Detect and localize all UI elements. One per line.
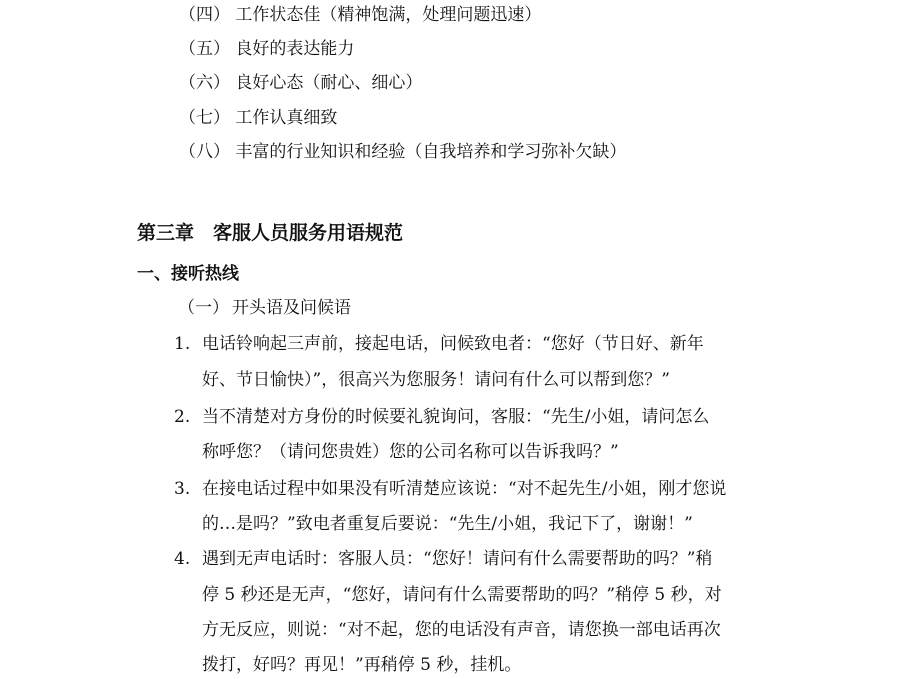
item-number: 2.: [174, 407, 191, 427]
subsection-number: （一）: [178, 298, 229, 318]
item-line: 的…是吗？”致电者重复后要说：“先生/小姐，我记下了，谢谢！”: [202, 514, 693, 534]
item-line: 停 5 秒还是无声，“您好，请问有什么需要帮助的吗？”稍停 5 秒，对: [202, 585, 722, 605]
list-item: （四） 工作状态佳（精神饱满，处理问题迅速）: [179, 5, 542, 25]
list-item: （五） 良好的表达能力: [179, 39, 355, 59]
item-number: 3.: [174, 479, 191, 499]
item-line: 在接电话过程中如果没有听清楚应该说：“对不起先生/小姐，刚才您说: [202, 479, 727, 499]
item-line: 遇到无声电话时：客服人员：“您好！请问有什么需要帮助的吗？”稍: [202, 549, 713, 569]
item-line: 方无反应，则说：“对不起，您的电话没有声音，请您换一部电话再次: [202, 620, 721, 640]
list-item: （七） 工作认真细致: [179, 108, 338, 128]
section-title: 一、接听热线: [137, 264, 239, 284]
item-number: 4.: [174, 549, 191, 569]
item-line: 好、节日愉快）”，很高兴为您服务！请问有什么可以帮到您？”: [202, 370, 670, 390]
list-item: （八） 丰富的行业知识和经验（自我培养和学习弥补欠缺）: [179, 142, 627, 162]
item-number: 1.: [174, 334, 191, 354]
item-line: 当不清楚对方身份的时候要礼貌询问，客服：“先生/小姐，请问怎么: [202, 407, 710, 427]
chapter-title: 第三章 客服人员服务用语规范: [137, 222, 404, 244]
item-line: 拨打，好吗？再见！”再稍停 5 秒，挂机。: [202, 655, 522, 675]
item-line: 电话铃响起三声前，接起电话，问候致电者：“您好（节日好、新年: [202, 334, 704, 354]
list-item: （六） 良好心态（耐心、细心）: [179, 73, 423, 93]
item-line: 称呼您？（请问您贵姓）您的公司名称可以告诉我吗？”: [202, 442, 619, 462]
subsection-title: 开头语及问候语: [232, 298, 351, 318]
